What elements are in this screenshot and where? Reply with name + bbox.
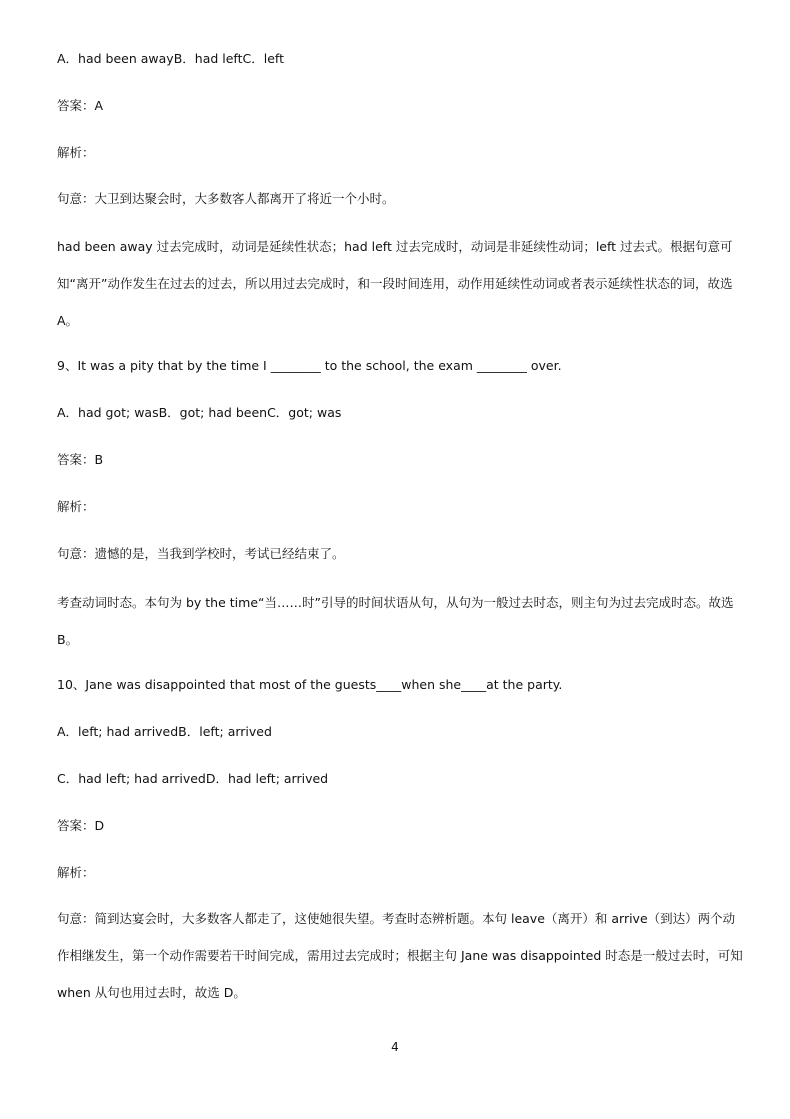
q8-explanation: had been away 过去完成时，动词是延续性状态；had left 过去完成时，动词是非延续性动词；left 过去式。根据句意可知“离开”动作发生在过去的过去，所以用过去完成时，和一段时间连用，动作用延续性动词或者表示延续性状态的词，故选 A。 bbox=[57, 239, 733, 328]
page-number: 4 bbox=[391, 1040, 399, 1054]
q10-options-ab: A．left; had arrivedB．left; arrived bbox=[57, 724, 272, 739]
q9-explanation: 考查动词时态。本句为 by the time“当……时”引导的时间状语从句，从句为一般过去时态，则主句为过去完成时态。故选 B。 bbox=[57, 595, 734, 647]
q9-analysis-label: 解析： bbox=[57, 499, 95, 514]
q10-question: 10、Jane was disappointed that most of the guests____when she____at the party. bbox=[57, 677, 563, 692]
q8-meaning: 句意：大卫到达聚会时，大多数客人都离开了将近一个小时。 bbox=[57, 191, 395, 206]
q8-options: A．had been awayB．had leftC．left bbox=[57, 51, 284, 66]
q9-options: A．had got; wasB．got; had beenC．got; was bbox=[57, 405, 342, 420]
q10-options-cd: C．had left; had arrivedD．had left; arrived bbox=[57, 771, 329, 786]
q9-meaning: 句意：遗憾的是，当我到学校时，考试已经结束了。 bbox=[57, 546, 345, 561]
q8-answer: 答案：A bbox=[57, 98, 104, 113]
q10-answer: 答案：D bbox=[57, 818, 105, 833]
q10-explanation: 句意：简到达宴会时，大多数客人都走了，这使她很失望。考查时态辨析题。本句 leave（离开）和 arrive（到达）两个动作相继发生，第一个动作需要若干时间完成，需用过去完成时；根据主句 Jane was disappointed 时态是一般过去时，可知 when 从句也用过去时，故选 D。 bbox=[57, 911, 743, 1000]
q10-analysis-label: 解析： bbox=[57, 865, 95, 880]
q9-question: 9、It was a pity that by the time I ________ to the school, the exam ________ over. bbox=[57, 358, 562, 373]
q9-answer: 答案：B bbox=[57, 452, 104, 467]
q8-analysis-label: 解析： bbox=[57, 145, 95, 160]
